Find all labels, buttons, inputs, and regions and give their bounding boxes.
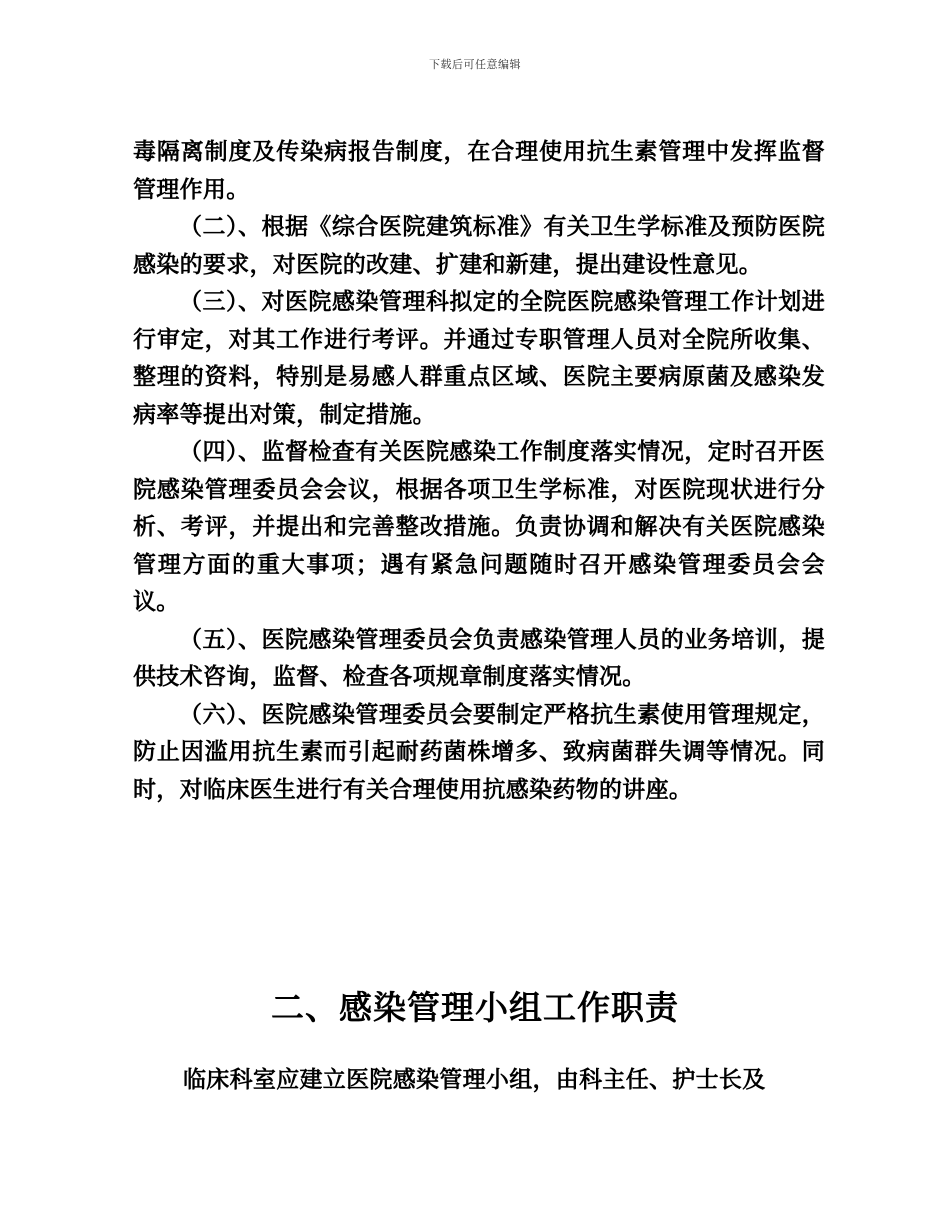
page-header-note: 下载后可任意编辑: [429, 58, 521, 71]
section-title: 二、感染管理小组工作职责: [271, 988, 679, 1027]
paragraph-item-4: （四）、监督检查有关医院感染工作制度落实情况，定时召开医院感染管理委员会会议，根据各项卫生学标准，对医院现状进行分析、考评，并提出和完善整改措施。负责协调和解决有关医院感染管理方面的重大事项；遇有紧急问题随时召开感染管理委员会会议。: [133, 439, 825, 615]
paragraph-item-5: （五）、医院感染管理委员会负责感染管理人员的业务培训，提供技术咨询，监督、检查各项规章制度落实情况。: [133, 626, 825, 690]
paragraph-item-6: （六）、医院感染管理委员会要制定严格抗生素使用管理规定，防止因滥用抗生素而引起耐药菌株增多、致病菌群失调等情况。同时，对临床医生进行有关合理使用抗感染药物的讲座。: [133, 701, 825, 803]
document-body: [133, 134, 825, 809]
paragraph-item-3: （三）、对医院感染管理科拟定的全院医院感染管理工作计划进行审定，对其工作进行考评。并通过专职管理人员对全院所收集、整理的资料，特别是易感人群重点区域、医院主要病原菌及感染发病率等提出对策，制定措施。: [133, 289, 825, 428]
paragraph-item-2: （二）、根据《综合医院建筑标准》有关卫生学标准及预防医院感染的要求，对医院的改建、扩建和新建，提出建设性意见。: [133, 214, 825, 278]
section-first-paragraph: 临床科室应建立医院感染管理小组，由科主任、护士长及: [183, 1067, 766, 1093]
paragraph-continued: 毒隔离制度及传染病报告制度，在合理使用抗生素管理中发挥监督管理作用。: [133, 139, 825, 203]
